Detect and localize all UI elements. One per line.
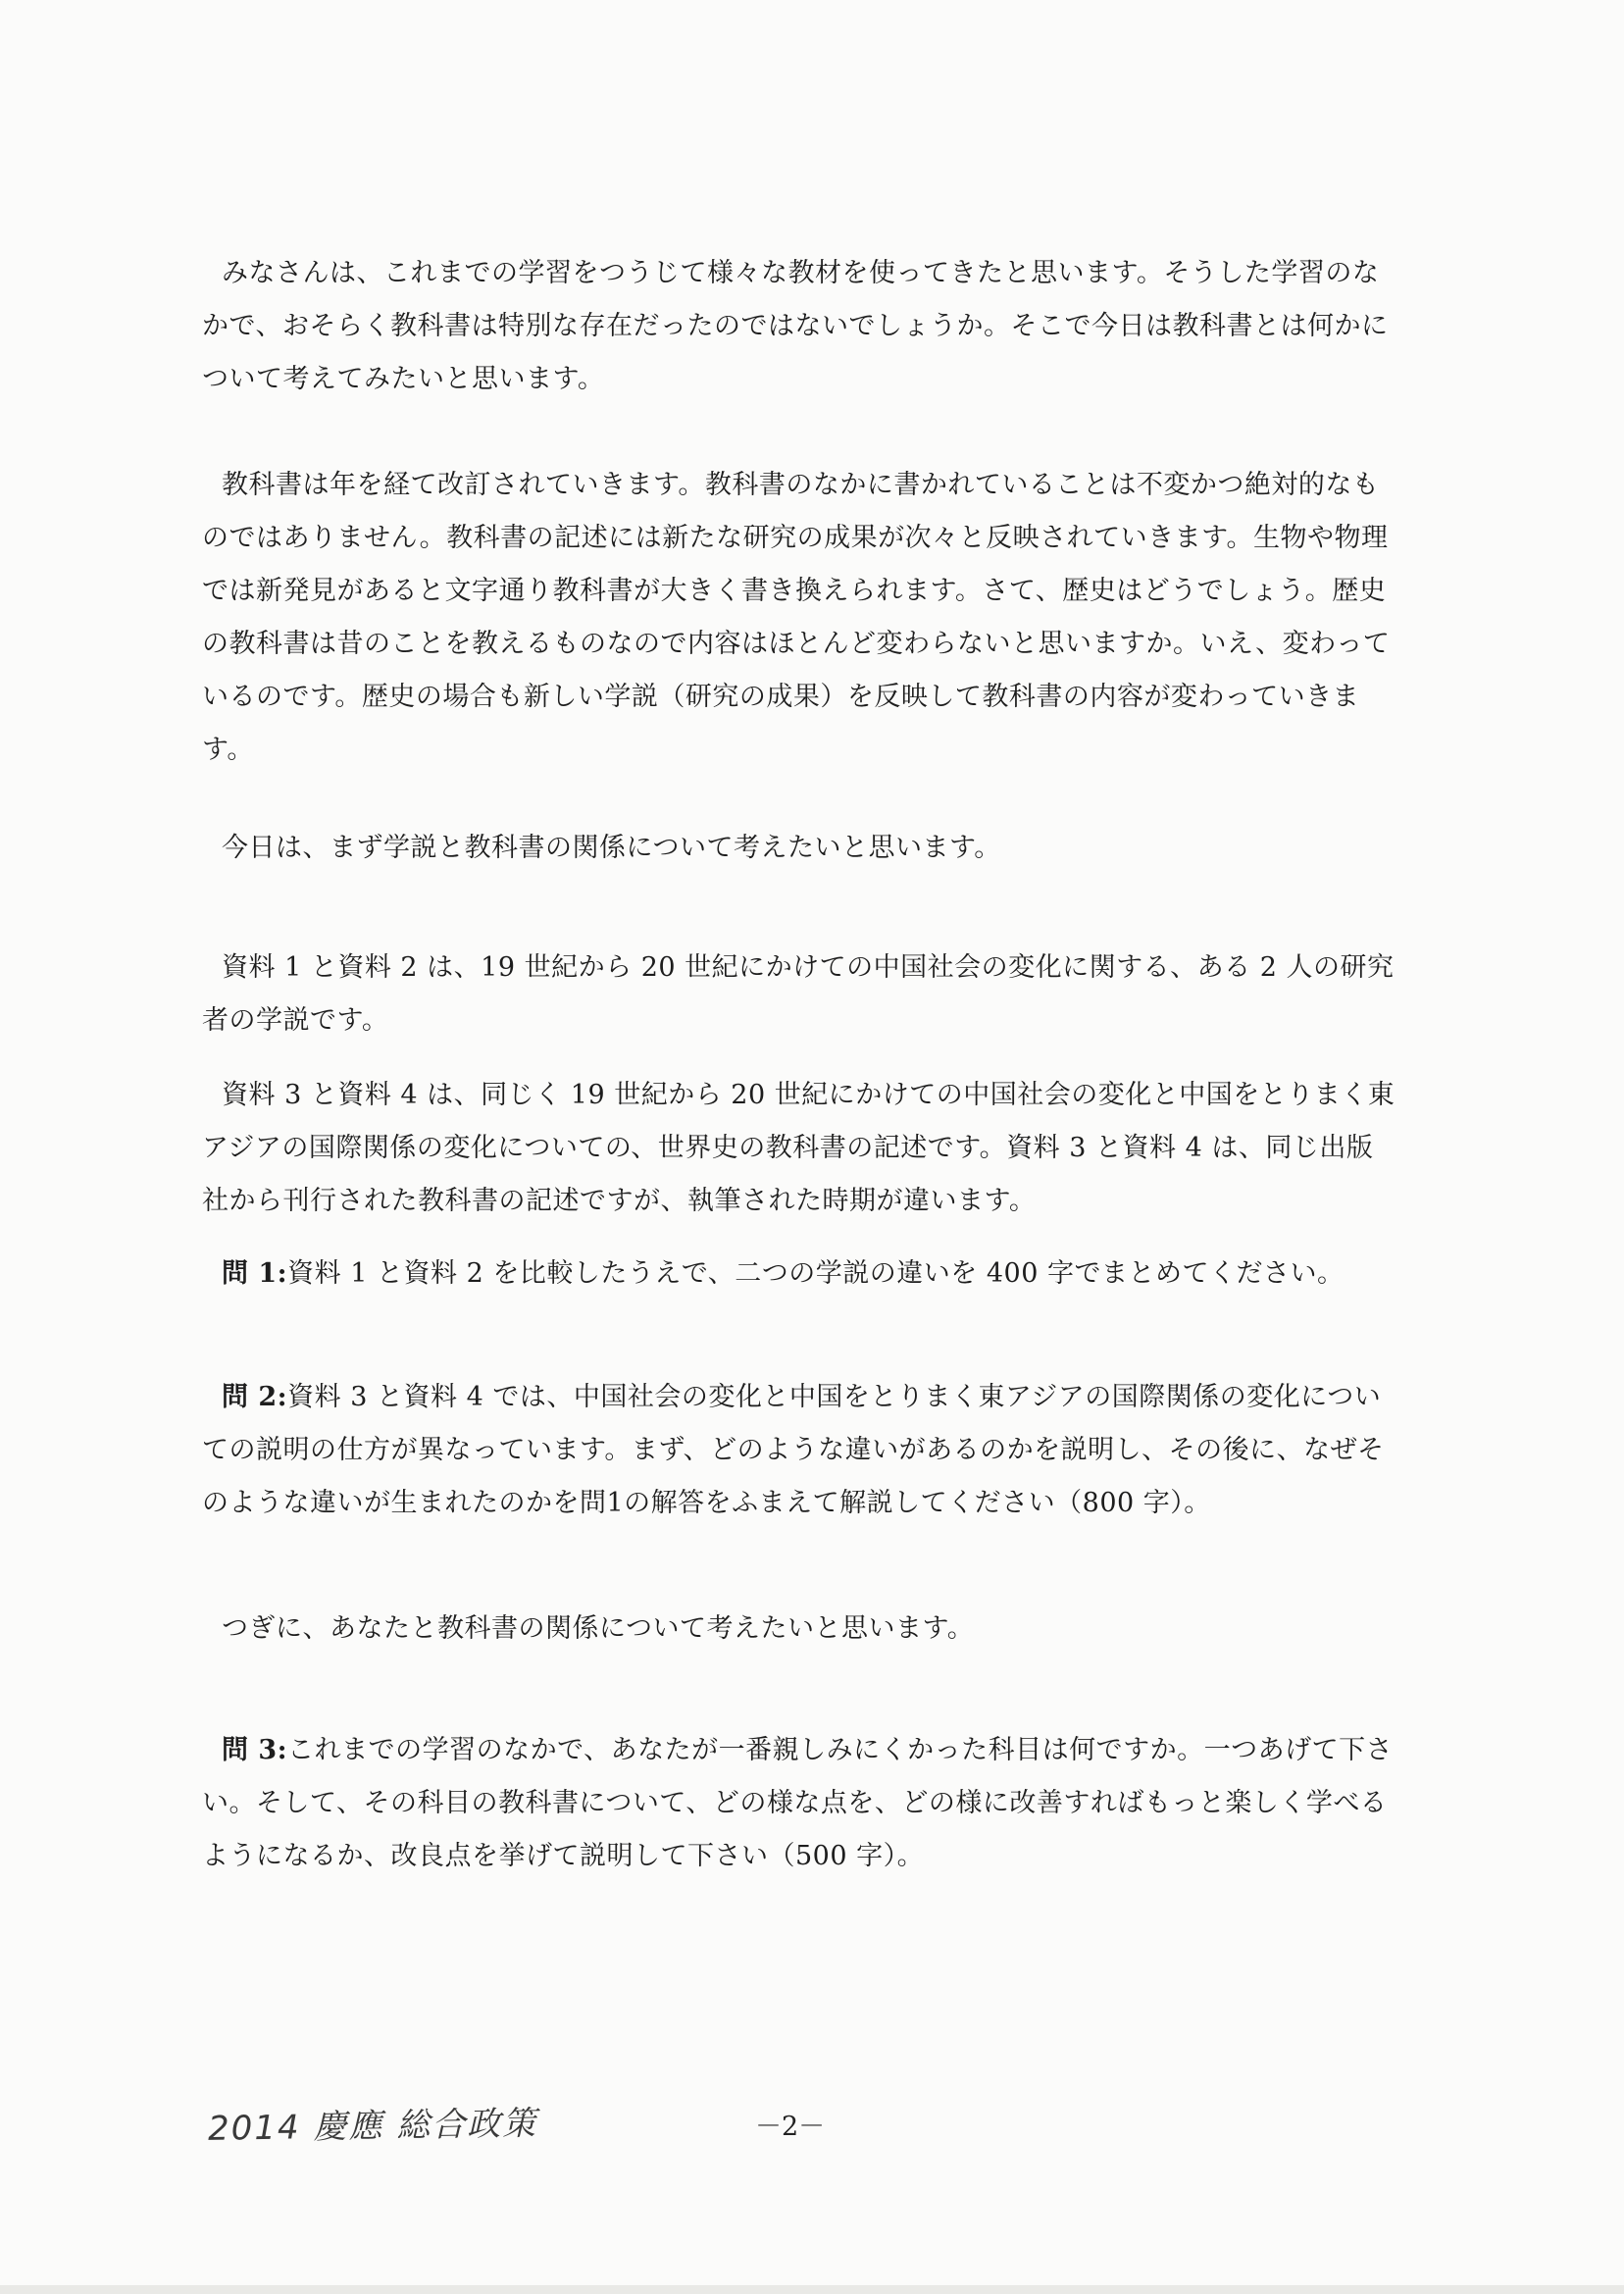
paragraph-intro-4 [202,1603,1398,1656]
question-3 [202,1724,1398,1883]
question-1 [202,1248,1398,1300]
question-text [202,1371,1398,1530]
paragraph-text: 今日は、まず学説と教科書の関係について考えたいと思います。 [222,833,1001,863]
question-label: 問 1: [222,1258,288,1289]
paragraph-intro-1 [202,247,1398,406]
paragraph-text: 資料 3 と資料 4 は、同じく 19 世紀から 20 世紀にかけての中国社会の変化と中国をとりまく東アジアの国際関係の変化についての、世界史の教科書の記述です。資料 3 と資料 4 は、同じ出版社から刊行された教科書の記述ですが、執筆された時期が違います。 [202,1080,1396,1216]
question-body: 資料 3 と資料 4 では、中国社会の変化と中国をとりまく東アジアの国際関係の変化についての説明の仕方が異なっています。まず、どのような違いがあるのかを説明し、その後に、なぜそのような違いが生まれたのかを問1の解答をふまえて解説してください（800 字）。 [202,1382,1385,1518]
scan-edge [0,2285,1624,2294]
question-text [202,1248,1398,1300]
paragraph-intro-2 [202,459,1398,777]
paragraph-materials-1-2 [202,942,1398,1047]
question-label: 問 3: [222,1735,288,1765]
question-text [202,1724,1398,1883]
question-body: 資料 1 と資料 2 を比較したうえで、二つの学説の違いを 400 字でまとめてください。 [287,1258,1345,1289]
question-2 [202,1371,1398,1530]
question-label: 問 2: [222,1382,288,1412]
paragraph-text: つぎに、あなたと教科書の関係について考えたいと思います。 [222,1613,975,1644]
question-body: これまでの学習のなかで、あなたが一番親しみにくかった科目は何ですか。一つあげて下さい。そして、その科目の教科書について、どの様な点を、どの様に改善すればもっと楽しく学べるようになるか、改良点を挙げて説明して下さい（500 字）。 [202,1735,1394,1871]
handwritten-note: 2014 慶應 総合政策 [207,2104,538,2149]
paragraph-text: 教科書は年を経て改訂されていきます。教科書のなかに書かれていることは不変かつ絶対的なものではありません。教科書の記述には新たな研究の成果が次々と反映されていきます。生物や物理では新発見があると文字通り教科書が大きく書き換えられます。さて、歴史はどうでしょう。歴史の教科書は昔のことを教えるものなので内容はほとんど変わらないと思いますか。いえ、変わっているのです。歴史の場合も新しい学説（研究の成果）を反映して教科書の内容が変わっていきます。 [202,470,1391,765]
paragraph-materials-3-4 [202,1069,1398,1228]
paragraph-text: みなさんは、これまでの学習をつうじて様々な教材を使ってきたと思います。そうした学習のなかで、おそらく教科書は特別な存在だったのではないでしょうか。そこで今日は教科書とは何かについて考えてみたいと思います。 [202,258,1389,394]
paragraph-text: 資料 1 と資料 2 は、19 世紀から 20 世紀にかけての中国社会の変化に関する、ある 2 人の研究者の学説です。 [202,952,1395,1036]
paragraph-intro-3 [202,822,1398,875]
page-number: －2－ [755,2112,826,2142]
